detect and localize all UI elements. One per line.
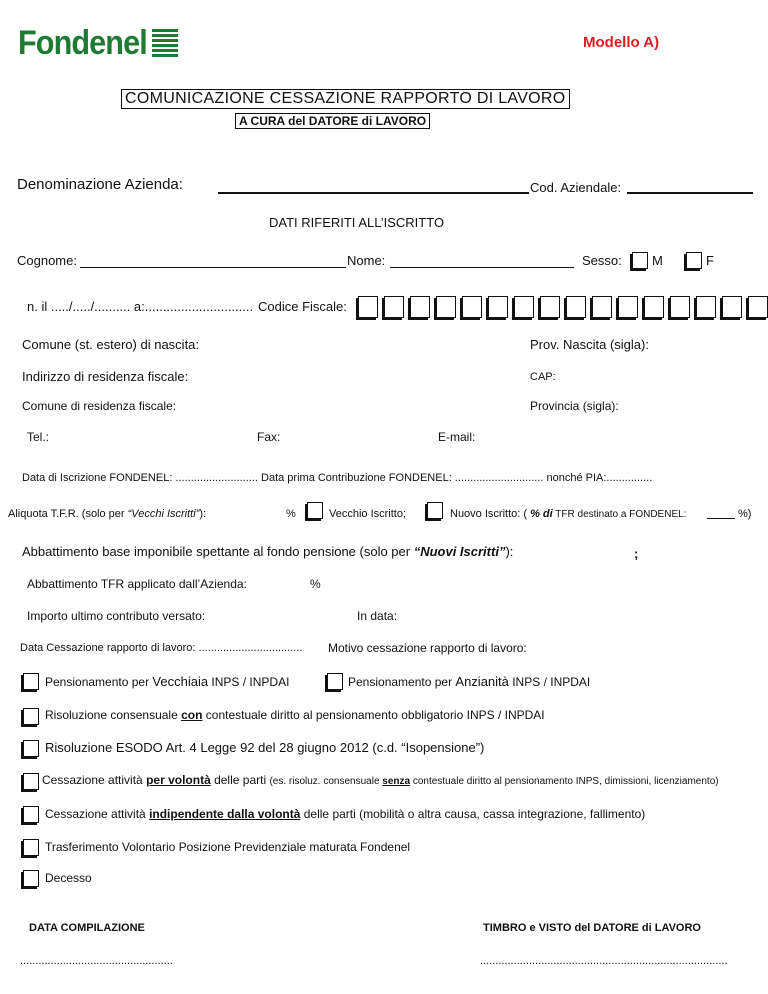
logo-bars-icon [152,29,178,61]
reason-consensual-label: Risoluzione consensuale con contestuale diritto al pensionamento obbligatorio INPS / INPDAI [45,708,545,722]
sex-label: Sesso: [582,253,622,268]
reason-old-age-checkbox[interactable] [23,673,39,690]
reason-esodo-checkbox[interactable] [23,740,39,757]
tfr-percent: % [286,508,296,520]
company-name-field[interactable] [218,192,529,194]
termination-reason-label: Motivo cessazione rapporto di lavoro: [328,641,527,655]
tfr-dest-close: %) [738,508,752,520]
reason-voluntary-checkbox[interactable] [23,773,39,790]
tfr-rate-label: Aliquota T.F.R. (solo per “Vecchi Iscritti”): [8,508,207,520]
birth-date-place-label: n. il ...../...../.......... a:.............................. [27,299,254,314]
sex-f-label: F [706,253,714,268]
tax-base-semicolon: ; [634,546,639,561]
termination-date-label: Data Cessazione rapporto di lavoro: .................................. [20,642,303,654]
fax-label: Fax: [257,430,281,444]
company-name-label: Denominazione Azienda: [17,176,183,193]
first-name-field[interactable] [390,267,574,268]
tax-base-label: Abbattimento base imponibile spettante al fondo pensione (solo per “Nuovi Iscritti”): [22,544,514,559]
sex-m-label: M [652,253,663,268]
employer-stamp-field[interactable]: ................................................................................. [480,955,728,967]
tel-label: Tel.: [27,430,50,444]
sex-f-checkbox[interactable] [686,252,702,269]
sex-m-checkbox[interactable] [632,252,648,269]
reason-independent-label: Cessazione attività indipendente dalla volontà delle parti (mobilità o altra causa, cassa integrazione, fallimento) [45,807,646,821]
cap-label: CAP: [530,371,556,383]
tfr-reduction-percent: % [310,577,321,591]
tax-code-boxes[interactable] [358,296,768,318]
reason-consensual-checkbox[interactable] [23,708,39,725]
employer-stamp-label: TIMBRO e VISTO del DATORE di LAVORO [483,922,701,934]
reason-voluntary-label: Cessazione attività per volontà delle parti (es. risoluz. consensuale senza contestuale diritto al pensionamento INPS, dimissioni, licenziamento) [42,773,719,787]
reason-transfer-checkbox[interactable] [23,839,39,856]
last-contribution-label: Importo ultimo contributo versato: [27,609,206,623]
enrollment-dates: Data di Iscrizione FONDENEL: ........................... Data prima Contribuzione FONDENEL: ............................. nonché PIA:............... [22,472,653,484]
reason-old-age-label: Pensionamento per Vecchiaia INPS / INPDAI [45,674,290,689]
birth-city-label: Comune (st. estero) di nascita: [22,337,200,352]
model-label: Modello A) [583,34,660,51]
birth-prov-label: Prov. Nascita (sigla): [530,337,649,352]
reason-death-checkbox[interactable] [23,870,39,887]
form-title: COMUNICAZIONE CESSAZIONE RAPPORTO DI LAVORO [121,89,570,109]
res-city-label: Comune di residenza fiscale: [22,399,177,413]
tfr-reduction-label: Abbattimento TFR applicato dall’Azienda: [27,577,247,591]
address-label: Indirizzo di residenza fiscale: [22,369,189,384]
compilation-date-field[interactable]: .................................................. [20,955,173,967]
reason-death-label: Decesso [45,871,92,885]
reason-esodo-label: Risoluzione ESODO Art. 4 Legge 92 del 28 giugno 2012 (c.d. “Isopensione”) [45,740,485,755]
reason-seniority-label: Pensionamento per Anzianità INPS / INPDAI [348,674,591,689]
compilation-date-label: DATA COMPILAZIONE [29,922,145,934]
first-name-label: Nome: [347,253,386,268]
form-subtitle: A CURA del DATORE di LAVORO [235,113,430,129]
old-member-checkbox[interactable] [307,502,323,519]
res-prov-label: Provincia (sigla): [530,399,619,413]
company-code-field[interactable] [627,192,753,194]
surname-field[interactable] [80,267,346,268]
section-title: DATI RIFERITI ALL’ISCRITTO [269,215,445,230]
tax-code-label: Codice Fiscale: [258,299,347,314]
logo: Fondenel [18,24,147,62]
surname-label: Cognome: [17,253,77,268]
old-member-label: Vecchio Iscritto; [329,508,407,520]
reason-independent-checkbox[interactable] [23,806,39,823]
email-label: E-mail: [438,430,476,444]
new-member-label: Nuovo Iscritto: ( % di TFR destinato a FONDENEL: [450,508,687,520]
new-member-checkbox[interactable] [427,502,443,519]
company-code-label: Cod. Aziendale: [530,180,622,195]
reason-seniority-checkbox[interactable] [327,673,343,690]
last-contribution-date-label: In data: [357,609,398,623]
tfr-dest-field[interactable] [707,518,735,519]
reason-transfer-label: Trasferimento Volontario Posizione Previdenziale maturata Fondenel [45,840,411,854]
